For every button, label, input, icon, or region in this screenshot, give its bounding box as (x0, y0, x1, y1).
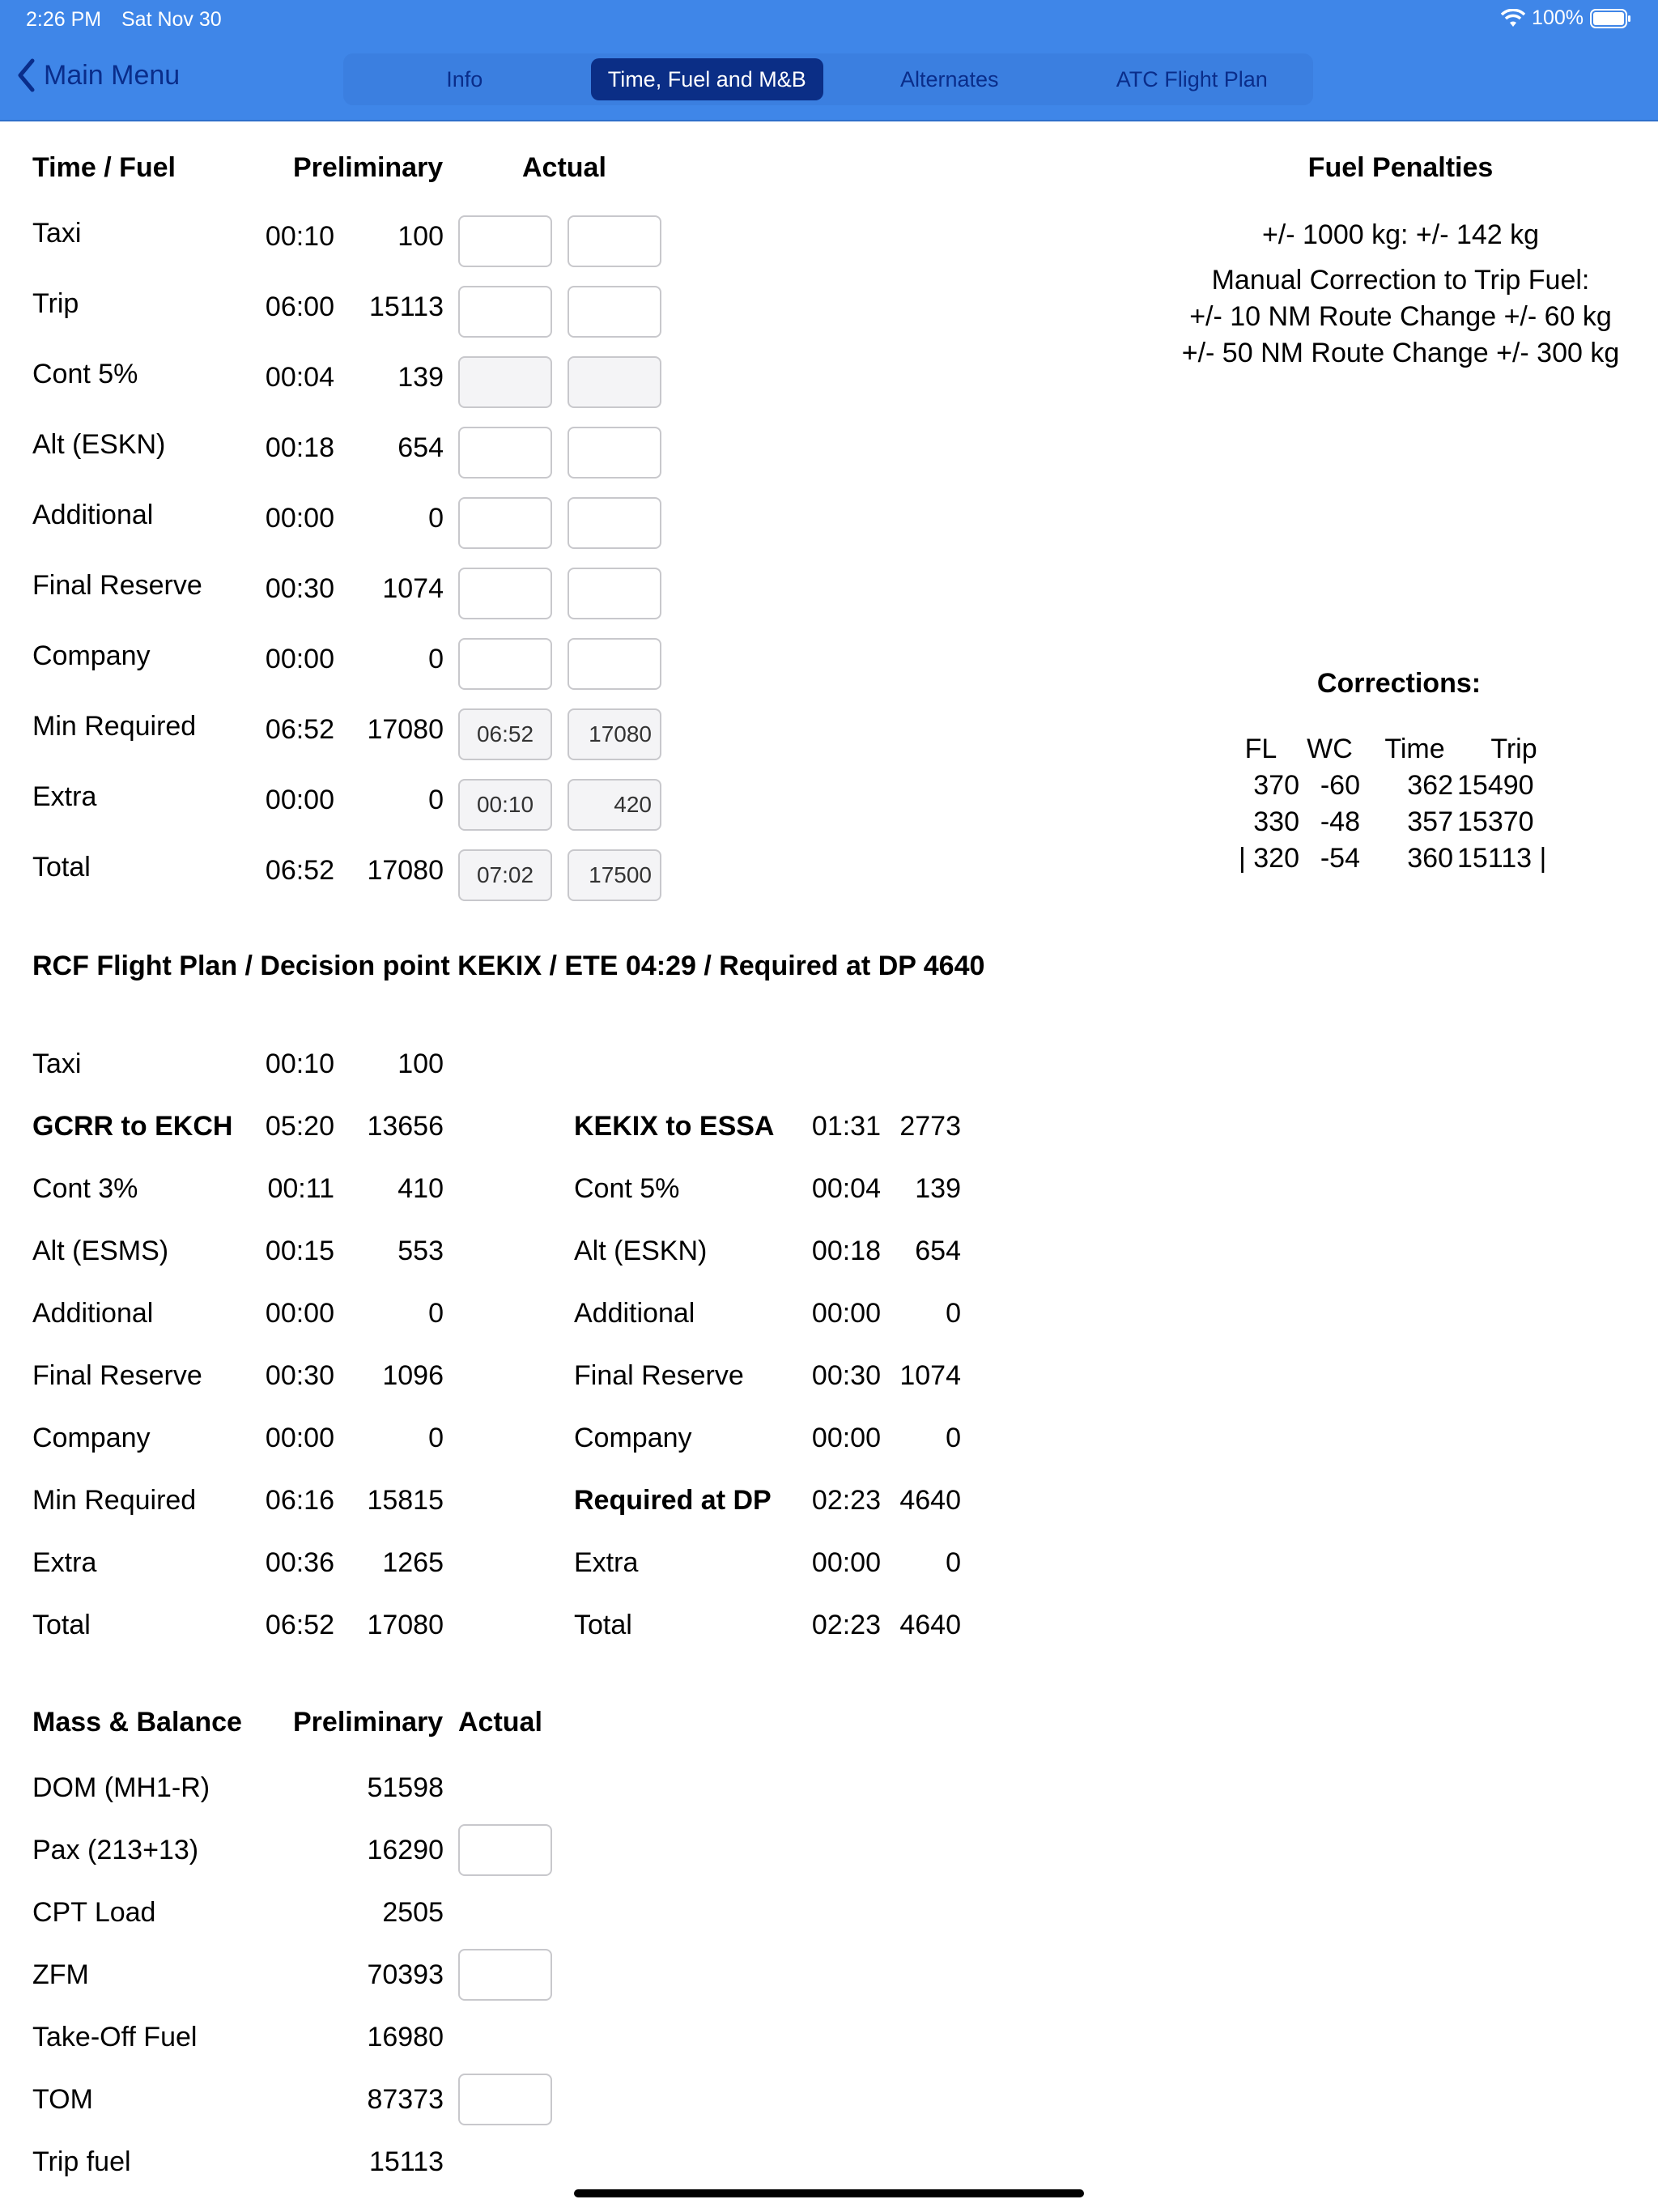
tab-time-fuel-mb[interactable]: Time, Fuel and M&B (591, 58, 824, 100)
tf-row-label: Cont 5% (32, 359, 138, 389)
tf-row-label: Min Required (32, 711, 197, 742)
mb-row-label: Pax (213+13) (32, 1835, 199, 1865)
corrections-col-header: Time (1384, 734, 1445, 764)
rcf-right-label: Alt (ESKN) (574, 1236, 708, 1266)
actual-fuel-input[interactable] (568, 497, 661, 549)
rcf-right-label: Extra (574, 1547, 639, 1578)
corrections-cell: 15370 (1457, 806, 1534, 837)
rcf-left-time: 00:00 (265, 1298, 334, 1329)
rcf-left-fuel: 1096 (382, 1360, 444, 1391)
rcf-right-label: Total (574, 1610, 632, 1640)
actual-time-input[interactable] (458, 638, 552, 690)
tf-row-label: Alt (ESKN) (32, 429, 166, 460)
tf-row-fuel: 17080 (367, 855, 444, 886)
rcf-right-time: 00:30 (811, 1360, 881, 1391)
tf-row-label: Additional (32, 500, 154, 530)
rcf-left-time: 00:00 (265, 1423, 334, 1453)
tab-atc-flight-plan[interactable]: ATC Flight Plan (1116, 66, 1268, 91)
rcf-right-fuel: 4640 (899, 1485, 961, 1516)
actual-fuel-input[interactable] (568, 779, 661, 831)
rcf-title: RCF Flight Plan / Decision point KEKIX / ETE 04:29 / Required at DP 4640 (32, 951, 985, 981)
mb-row-label: Take-Off Fuel (32, 2022, 198, 2052)
rcf-right-time: 00:00 (811, 1423, 881, 1453)
corrections-title: Corrections: (1316, 668, 1482, 699)
actual-fuel-input[interactable] (568, 215, 661, 267)
tf-row-time: 00:04 (265, 362, 334, 393)
tab-control (343, 53, 1313, 105)
rcf-left-time: 06:52 (265, 1610, 334, 1640)
rcf-right-fuel: 2773 (899, 1111, 961, 1142)
tf-row-fuel: 0 (428, 503, 444, 534)
rcf-right-label: Company (574, 1423, 692, 1453)
tf-row-fuel: 0 (428, 644, 444, 674)
tf-row-fuel: 1074 (382, 573, 444, 604)
rcf-left-time: 00:36 (265, 1547, 334, 1578)
tf-row-label: Company (32, 640, 151, 671)
rcf-right-label: Required at DP (574, 1485, 772, 1516)
corrections-cell: 357 (1407, 806, 1453, 837)
tf-row-fuel: 17080 (367, 714, 444, 745)
rcf-left-fuel: 15815 (367, 1485, 444, 1516)
tf-row-time: 00:00 (265, 503, 334, 534)
rcf-right-fuel: 0 (946, 1298, 961, 1329)
rcf-left-time: 06:16 (265, 1485, 334, 1516)
rcf-taxi-label: Taxi (32, 1049, 82, 1079)
rcf-left-time: 00:15 (265, 1236, 334, 1266)
rcf-left-label: Alt (ESMS) (32, 1236, 169, 1266)
actual-fuel-input[interactable] (568, 427, 661, 479)
rcf-left-fuel: 0 (428, 1298, 444, 1329)
rcf-left-fuel: 0 (428, 1423, 444, 1453)
tf-row-label: Extra (32, 781, 97, 812)
route-change-50nm: +/- 50 NM Route Change +/- 300 kg (1181, 338, 1620, 368)
tab-info[interactable]: Info (446, 66, 483, 91)
rcf-left-time: 05:20 (265, 1111, 334, 1142)
rcf-left-fuel: 17080 (367, 1610, 444, 1640)
rcf-left-fuel: 13656 (367, 1111, 444, 1142)
rcf-right-time: 00:04 (811, 1173, 881, 1204)
tf-row-fuel: 100 (397, 221, 444, 252)
actual-time-input[interactable] (458, 708, 552, 760)
tf-row-fuel: 15113 (368, 291, 444, 322)
rcf-left-label: Final Reserve (32, 1360, 202, 1391)
rcf-right-label: Additional (574, 1298, 695, 1329)
status-date: Sat Nov 30 (121, 8, 222, 31)
corrections-col-header: Trip (1490, 734, 1537, 764)
rcf-left-time: 00:11 (267, 1173, 334, 1204)
rcf-left-label: GCRR to EKCH (32, 1111, 233, 1142)
actual-fuel-input[interactable] (568, 638, 661, 690)
route-change-10nm: +/- 10 NM Route Change +/- 60 kg (1189, 301, 1612, 332)
mb-row-prelim: 87373 (367, 2084, 444, 2115)
preliminary-header: Preliminary (293, 152, 444, 183)
rcf-right-fuel: 1074 (899, 1360, 961, 1391)
actual-fuel-input[interactable] (568, 708, 661, 760)
actual-fuel-input[interactable] (568, 356, 661, 408)
rcf-left-fuel: 410 (397, 1173, 444, 1204)
actual-time-input[interactable] (458, 497, 552, 549)
rcf-right-time: 02:23 (811, 1485, 881, 1516)
mb-preliminary-header: Preliminary (293, 1707, 444, 1738)
actual-header: Actual (522, 152, 606, 183)
rcf-left-label: Extra (32, 1547, 97, 1578)
tf-row-time: 00:00 (265, 644, 334, 674)
rcf-left-label: Min Required (32, 1485, 197, 1516)
rcf-right-label: Final Reserve (574, 1360, 744, 1391)
home-indicator[interactable] (574, 2189, 1084, 2197)
tf-row-label: Final Reserve (32, 570, 202, 601)
rcf-left-time: 00:30 (265, 1360, 334, 1391)
rcf-right-fuel: 139 (915, 1173, 961, 1204)
back-label: Main Menu (44, 59, 181, 91)
actual-time-input[interactable] (458, 779, 552, 831)
corrections-cell: 362 (1407, 770, 1453, 801)
rcf-right-fuel: 0 (946, 1423, 961, 1453)
mb-row-prelim: 15113 (368, 2146, 444, 2177)
rcf-left-label: Company (32, 1423, 151, 1453)
corrections-cell: 15490 (1457, 770, 1534, 801)
rcf-right-fuel: 4640 (899, 1610, 961, 1640)
battery-percent: 100% (1532, 6, 1584, 29)
tab-alternates[interactable]: Alternates (899, 66, 999, 91)
corrections-cell: -60 (1320, 770, 1360, 801)
tf-row-time: 00:30 (265, 573, 334, 604)
rcf-taxi-fuel: 100 (397, 1049, 444, 1079)
mb-row-label: Trip fuel (32, 2146, 131, 2177)
corrections-col-header: WC (1307, 734, 1353, 764)
rcf-taxi-time: 00:10 (265, 1049, 334, 1079)
back-button[interactable] (16, 58, 180, 92)
mb-row-prelim: 2505 (382, 1897, 444, 1928)
mb-row-prelim: 70393 (367, 1959, 444, 1990)
actual-fuel-input[interactable] (568, 568, 661, 619)
corrections-col-header: FL (1244, 734, 1278, 764)
tf-row-time: 06:00 (265, 291, 334, 322)
tf-row-time: 00:00 (265, 785, 334, 815)
mb-actual-input[interactable] (458, 2074, 552, 2125)
status-indicators (1501, 6, 1632, 30)
tf-row-label: Trip (32, 288, 79, 319)
rcf-right-fuel: 654 (915, 1236, 961, 1266)
rcf-right-time: 01:31 (811, 1111, 881, 1142)
status-bar (0, 0, 1658, 39)
corrections-cell: 15113 | (1457, 843, 1547, 874)
corrections-cell: 370 (1253, 770, 1299, 801)
nav-bar (0, 39, 1658, 121)
tf-row-time: 06:52 (265, 855, 334, 886)
time-fuel-header: Time / Fuel (32, 152, 176, 183)
mb-row-label: TOM (32, 2084, 93, 2115)
battery-icon (1590, 8, 1632, 29)
mb-row-prelim: 16980 (367, 2022, 444, 2052)
mb-row-label: ZFM (32, 1959, 89, 1990)
rcf-left-fuel: 1265 (382, 1547, 444, 1578)
tf-row-time: 00:10 (265, 221, 334, 252)
mb-actual-input[interactable] (458, 1949, 552, 2001)
mb-row-label: CPT Load (32, 1897, 156, 1928)
manual-correction-label: Manual Correction to Trip Fuel: (1211, 265, 1590, 296)
rcf-left-label: Additional (32, 1298, 154, 1329)
actual-time-input[interactable] (458, 849, 552, 901)
actual-time-input[interactable] (458, 286, 552, 338)
mb-row-prelim: 51598 (367, 1772, 444, 1803)
rcf-right-label: Cont 5% (574, 1173, 680, 1204)
rcf-left-label: Cont 3% (32, 1173, 138, 1204)
mb-actual-input[interactable] (458, 1824, 552, 1876)
tf-row-fuel: 0 (428, 785, 444, 815)
corrections-cell: -48 (1320, 806, 1360, 837)
rcf-right-time: 00:18 (811, 1236, 881, 1266)
actual-time-input[interactable] (458, 356, 552, 408)
wifi-icon (1501, 9, 1525, 28)
rcf-right-fuel: 0 (946, 1547, 961, 1578)
tf-row-fuel: 654 (397, 432, 444, 463)
chevron-left-icon (16, 58, 36, 92)
tf-row-label: Taxi (32, 218, 82, 249)
actual-fuel-input[interactable] (568, 286, 661, 338)
status-time: 2:26 PM (26, 8, 102, 31)
corrections-cell: 330 (1253, 806, 1299, 837)
rcf-right-label: KEKIX to ESSA (574, 1111, 775, 1142)
fuel-penalty-line: +/- 1000 kg: +/- 142 kg (1261, 219, 1540, 250)
actual-time-input[interactable] (458, 568, 552, 619)
tf-row-time: 00:18 (265, 432, 334, 463)
actual-fuel-input[interactable] (568, 849, 661, 901)
fuel-penalties-title: Fuel Penalties (1307, 152, 1494, 183)
corrections-cell: | 320 (1238, 843, 1299, 874)
tf-row-time: 06:52 (265, 714, 334, 745)
actual-time-input[interactable] (458, 215, 552, 267)
rcf-left-fuel: 553 (397, 1236, 444, 1266)
tf-row-label: Total (32, 852, 91, 883)
mass-balance-header: Mass & Balance (32, 1707, 242, 1738)
tf-row-fuel: 139 (397, 362, 444, 393)
rcf-left-label: Total (32, 1610, 91, 1640)
rcf-right-time: 02:23 (811, 1610, 881, 1640)
mb-row-label: DOM (MH1-R) (32, 1772, 210, 1803)
rcf-right-time: 00:00 (811, 1298, 881, 1329)
actual-time-input[interactable] (458, 427, 552, 479)
corrections-cell: 360 (1407, 843, 1453, 874)
mb-actual-header: Actual (458, 1707, 542, 1738)
corrections-cell: -54 (1320, 843, 1360, 874)
rcf-right-time: 00:00 (811, 1547, 881, 1578)
mb-row-prelim: 16290 (367, 1835, 444, 1865)
